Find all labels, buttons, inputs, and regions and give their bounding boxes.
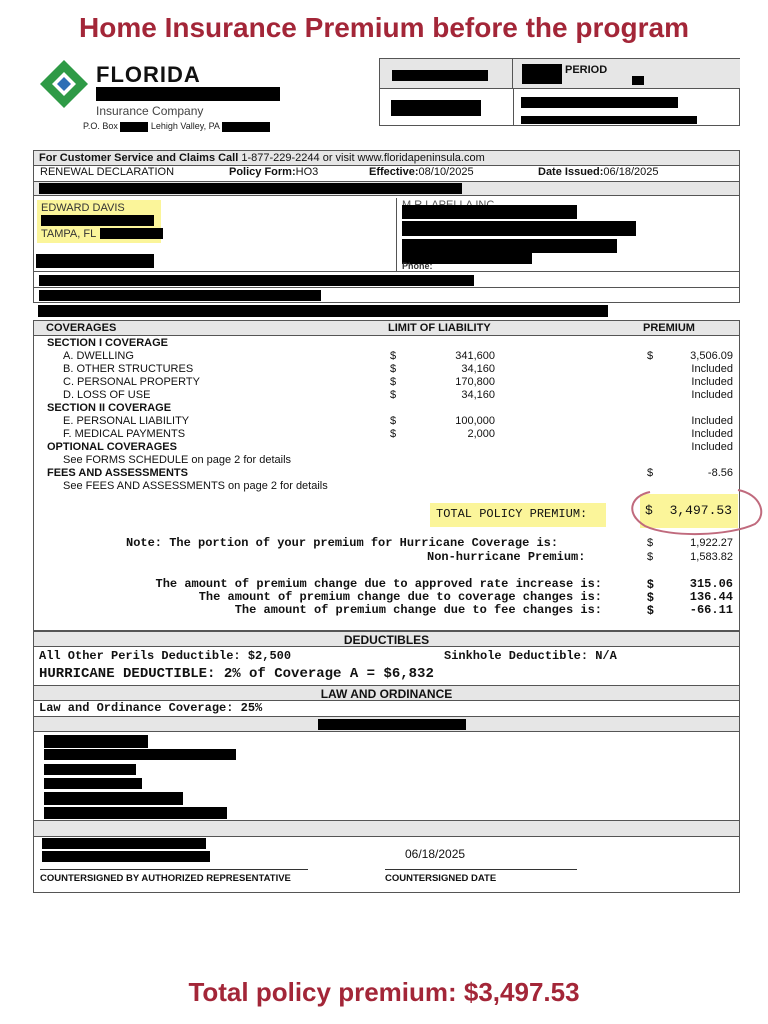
coverage-label: C. PERSONAL PROPERTY	[63, 376, 200, 388]
signature-top-bar	[33, 820, 740, 837]
company-name: FLORIDA	[96, 62, 201, 87]
redacted-policy-label	[392, 70, 488, 81]
redacted-insured-zip	[100, 228, 163, 239]
coverage-label: SECTION I COVERAGE	[47, 337, 169, 349]
redacted-line-4	[44, 778, 142, 789]
premium-change-label: The amount of premium change due to approved rate increase is:	[155, 577, 602, 591]
law-title: LAW AND ORDINANCE	[320, 687, 453, 701]
agent-phone-label: Phone:	[402, 261, 433, 271]
policy-info-box	[379, 58, 740, 126]
law-header	[33, 685, 740, 701]
redacted-company-line	[96, 87, 280, 101]
insured-city: TAMPA, FL	[41, 228, 97, 240]
limit-dollar: $	[390, 350, 397, 362]
redacted-line-5	[44, 792, 183, 805]
premium-change-amount: -66.11	[689, 603, 733, 617]
redacted-block	[33, 731, 740, 821]
limit-value: 100,000	[455, 415, 495, 427]
deductibles-body	[33, 646, 740, 686]
premium-value: Included	[691, 363, 733, 375]
redacted-po-box	[120, 122, 148, 132]
redacted-line-1	[44, 735, 148, 748]
redacted-agent-3	[402, 239, 617, 253]
premium-value: Included	[691, 415, 733, 427]
coverage-label: See FEES AND ASSESSMENTS on page 2 for details	[63, 480, 328, 492]
coverage-label: D. LOSS OF USE	[63, 389, 151, 401]
redacted-address-3	[38, 305, 608, 317]
premium-change-amount: 315.06	[689, 577, 733, 591]
limit-value: 34,160	[461, 363, 495, 375]
deductibles-header	[33, 631, 740, 647]
premium-value: -8.56	[707, 467, 733, 479]
limit-col-label: LIMIT OF LIABILITY	[388, 322, 491, 334]
redacted-address-1	[39, 275, 474, 286]
redacted-policy-number	[522, 64, 562, 84]
company-city: Lehigh Valley, PA	[150, 121, 220, 131]
limit-value: 341,600	[455, 350, 495, 362]
redacted-policy-value	[391, 100, 481, 116]
coverage-label: FEES AND ASSESSMENTS	[47, 467, 188, 479]
redacted-period	[632, 76, 644, 85]
premium-value: Included	[691, 376, 733, 388]
limit-dollar: $	[390, 389, 397, 401]
redacted-line-2	[44, 749, 236, 760]
premium-change-label: The amount of premium change due to fee changes is:	[234, 603, 602, 617]
redacted-period-dates	[521, 97, 678, 108]
limit-dollar: $	[390, 415, 397, 427]
premium-value: Included	[691, 441, 733, 453]
insured-agent-block	[33, 195, 740, 303]
total-premium-dollar: $	[645, 503, 653, 518]
total-premium-amount: 3,497.53	[669, 503, 732, 518]
customer-service-lead: For Customer Service and Claims Call	[39, 152, 239, 164]
policy-form-label: Policy Form:	[229, 166, 296, 178]
coverage-label: A. DWELLING	[63, 350, 134, 362]
florida-logo-icon	[38, 58, 90, 110]
coverage-label: E. PERSONAL LIABILITY	[63, 415, 190, 427]
renewal-row	[33, 165, 740, 182]
date-issued-value: 06/18/2025	[603, 166, 659, 178]
redacted-signature-1	[42, 838, 206, 849]
total-circle-annotation	[620, 484, 768, 538]
hurricane-amount: 1,922.27	[690, 537, 733, 549]
signature-block	[33, 836, 740, 893]
redacted-agent-1	[402, 205, 577, 219]
premium-change-dollar: $	[647, 577, 654, 591]
redacted-insured-phone	[36, 254, 154, 268]
total-premium-label: TOTAL POLICY PREMIUM:	[430, 503, 606, 527]
coverages-header	[33, 320, 740, 336]
redacted-line-6	[44, 807, 227, 819]
redacted-insured-street	[41, 215, 154, 226]
effective-date	[369, 166, 474, 178]
date-issued	[538, 166, 658, 178]
premium-col-label: PREMIUM	[643, 322, 695, 334]
coverage-label: B. OTHER STRUCTURES	[63, 363, 194, 375]
premium-change-label: The amount of premium change due to coverage changes is:	[198, 590, 602, 604]
hurricane-dollar-2: $	[647, 551, 654, 563]
redacted-agent-2	[402, 221, 636, 236]
renewal-label: RENEWAL DECLARATION	[40, 166, 175, 178]
customer-service-website: or visit www.floridapeninsula.com	[322, 152, 485, 164]
insured-name: EDWARD DAVIS	[41, 202, 125, 214]
po-box-label: P.O. Box	[83, 121, 118, 131]
countersigned-date-label: COUNTERSIGNED DATE	[385, 873, 497, 884]
effective-value: 08/10/2025	[418, 166, 474, 178]
redacted-period-times	[521, 116, 697, 124]
customer-service-bar	[33, 150, 740, 166]
premium-value: 3,506.09	[690, 350, 733, 362]
coverage-label: F. MEDICAL PAYMENTS	[63, 428, 186, 440]
law-body	[33, 700, 740, 717]
coverage-label: SECTION II COVERAGE	[47, 402, 172, 414]
coverage-label: OPTIONAL COVERAGES	[47, 441, 177, 453]
company-address	[83, 121, 270, 132]
redacted-header-text	[318, 719, 466, 730]
premium-dollar: $	[647, 350, 654, 362]
customer-service-phone: 1-877-229-2244	[241, 152, 320, 164]
period-label: PERIOD	[565, 64, 608, 76]
deductibles-title: DEDUCTIBLES	[343, 633, 430, 647]
premium-change-dollar: $	[647, 603, 654, 617]
redacted-signature-2	[42, 851, 210, 862]
premium-dollar: $	[647, 467, 654, 479]
premium-value: Included	[691, 428, 733, 440]
coverages-col-label: COVERAGES	[46, 322, 117, 334]
law-coverage: Law and Ordinance Coverage: 25%	[39, 701, 263, 715]
effective-label: Effective:	[369, 166, 419, 178]
policy-form	[229, 166, 318, 178]
limit-dollar: $	[390, 376, 397, 388]
hurricane-note-line2: Non-hurricane Premium:	[427, 550, 586, 564]
sinkhole-deductible: Sinkhole Deductible: N/A	[444, 649, 617, 663]
redacted-zip	[222, 122, 270, 132]
limit-value: 170,800	[455, 376, 495, 388]
redacted-address-2	[39, 290, 321, 301]
total-premium-footer: Total policy premium: $3,497.53	[188, 977, 580, 1007]
aop-deductible: All Other Perils Deductible: $2,500	[39, 649, 292, 663]
page-headline: Home Insurance Premium before the program	[79, 12, 689, 43]
premium-value: Included	[691, 389, 733, 401]
policy-form-value: HO3	[295, 166, 319, 178]
redacted-bar	[33, 181, 740, 196]
hurricane-dollar-1: $	[647, 537, 654, 549]
hurricane-note-line1: Note: The portion of your premium for Hurricane Coverage is:	[126, 536, 559, 550]
redacted-bar-text	[39, 183, 462, 194]
non-hurricane-amount: 1,583.82	[690, 551, 733, 563]
date-issued-label: Date Issued:	[538, 166, 604, 178]
limit-dollar: $	[390, 428, 397, 440]
countersigned-date: 06/18/2025	[405, 847, 466, 861]
redacted-line-3	[44, 764, 136, 775]
company-subname: Insurance Company	[96, 104, 204, 118]
redacted-header-bar	[33, 716, 740, 732]
limit-dollar: $	[390, 363, 397, 375]
hurricane-deductible: HURRICANE DEDUCTIBLE: 2% of Coverage A = $6,832	[39, 666, 434, 682]
countersigned-rep-label: COUNTERSIGNED BY AUTHORIZED REPRESENTATIVE	[40, 873, 291, 884]
limit-value: 2,000	[467, 428, 495, 440]
premium-change-amount: 136.44	[689, 590, 733, 604]
coverage-label: See FORMS SCHEDULE on page 2 for details	[63, 454, 292, 466]
premium-change-dollar: $	[647, 590, 654, 604]
limit-value: 34,160	[461, 389, 495, 401]
